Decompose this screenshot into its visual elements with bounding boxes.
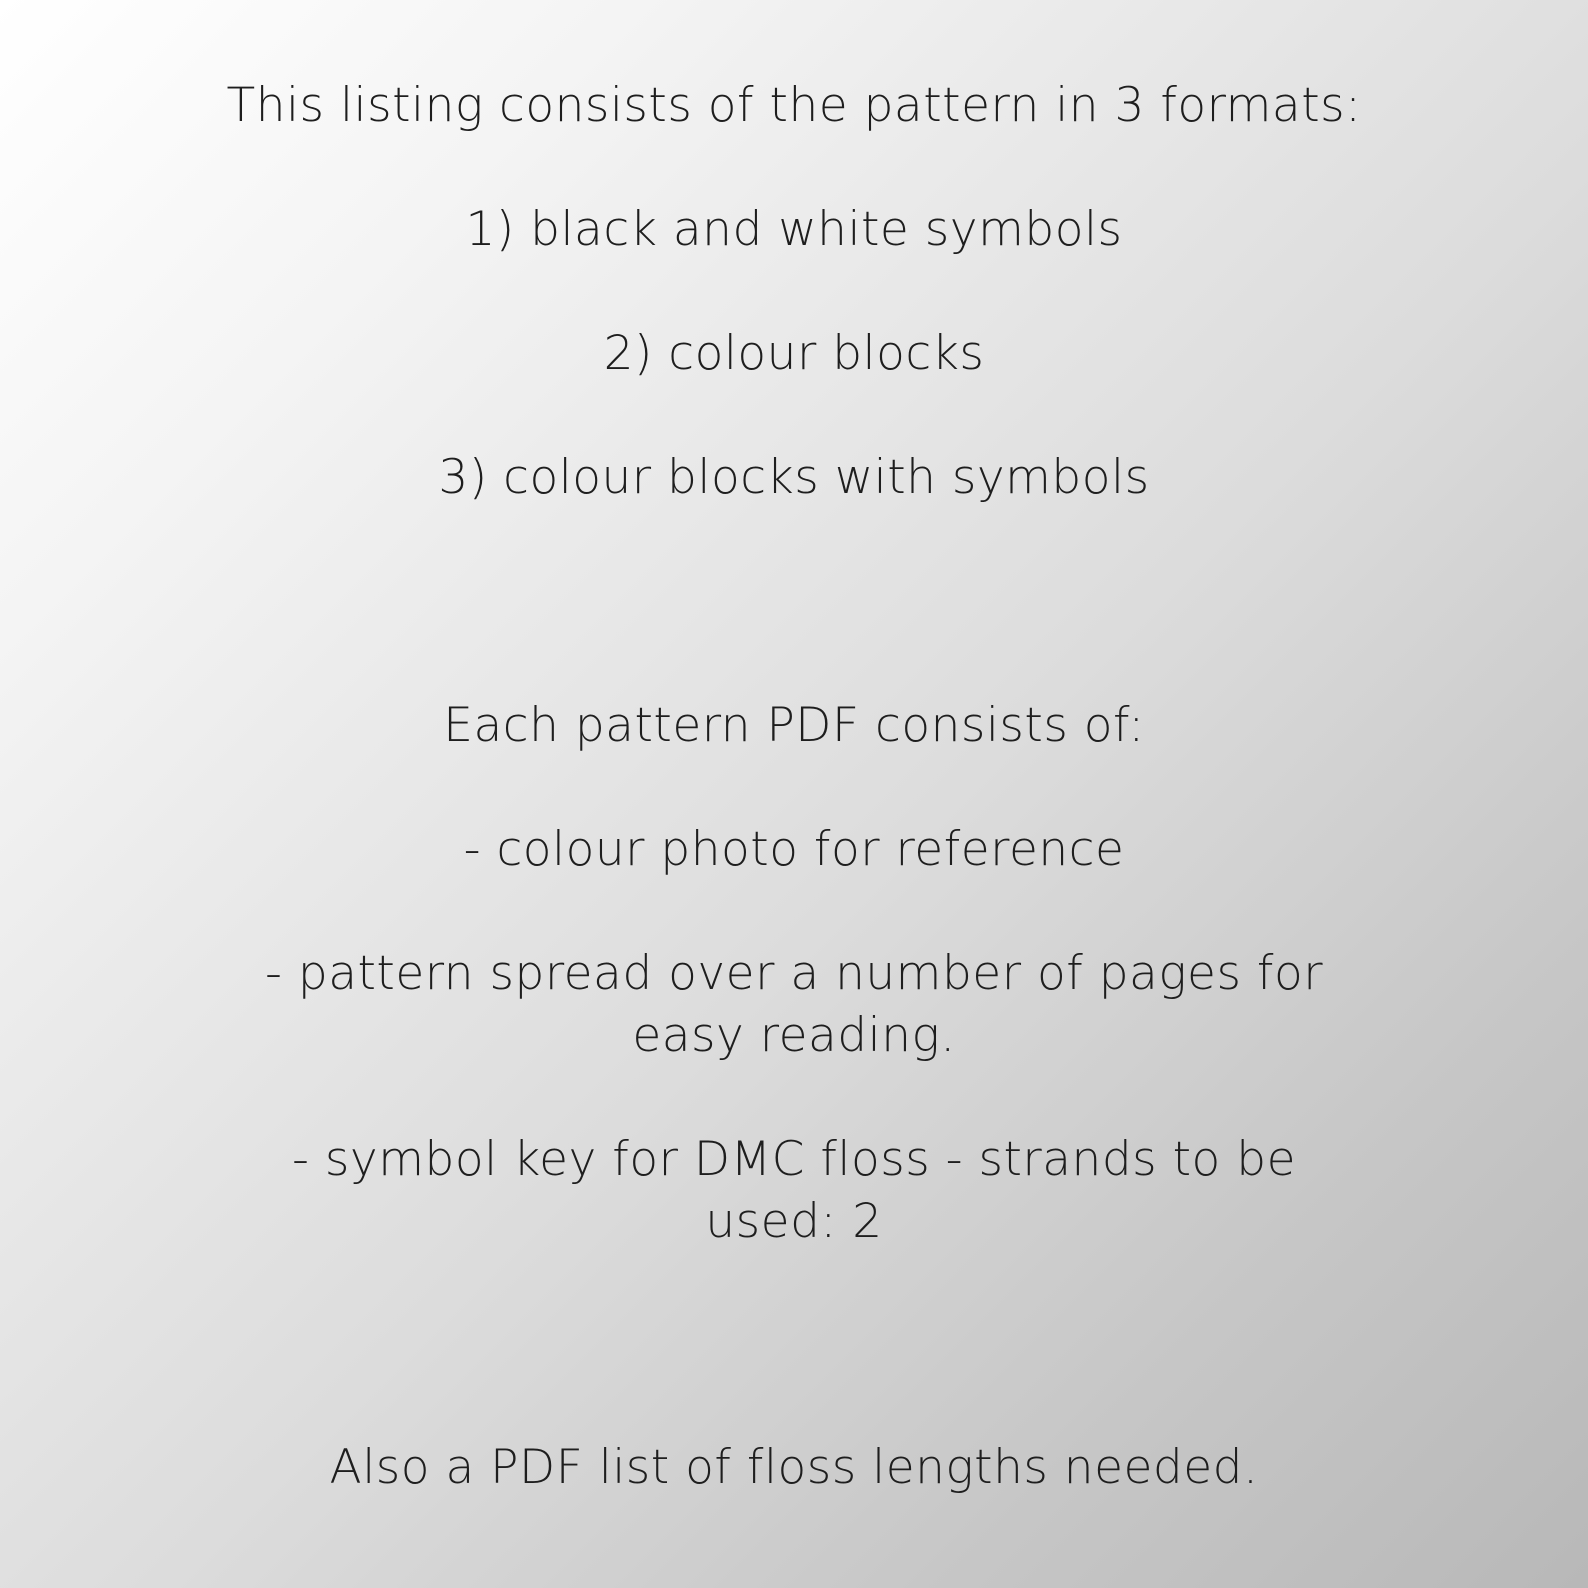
- pdf-item-symbol-key-line-1: - symbol key for DMC floss - strands to be: [292, 1132, 1296, 1187]
- footer-note: Also a PDF list of floss lengths needed.: [329, 1440, 1259, 1495]
- format-item-1: 1) black and white symbols: [465, 202, 1123, 257]
- format-item-3: 3) colour blocks with symbols: [438, 450, 1150, 505]
- pdf-item-photo: - colour photo for reference: [463, 822, 1125, 877]
- pdf-item-symbol-key-line-2: used: 2: [705, 1194, 883, 1249]
- pdf-contents-heading: Each pattern PDF consists of:: [443, 698, 1145, 753]
- pdf-item-symbol-key: [0, 1129, 1588, 1253]
- intro-text: This listing consists of the pattern in 3 formats:: [226, 78, 1362, 133]
- format-item-2: 2) colour blocks: [603, 326, 985, 381]
- pdf-item-pattern-pages-line-2: easy reading.: [632, 1008, 956, 1063]
- pdf-item-pattern-pages: [0, 943, 1588, 1067]
- pdf-item-pattern-pages-line-1: - pattern spread over a number of pages for: [264, 946, 1324, 1001]
